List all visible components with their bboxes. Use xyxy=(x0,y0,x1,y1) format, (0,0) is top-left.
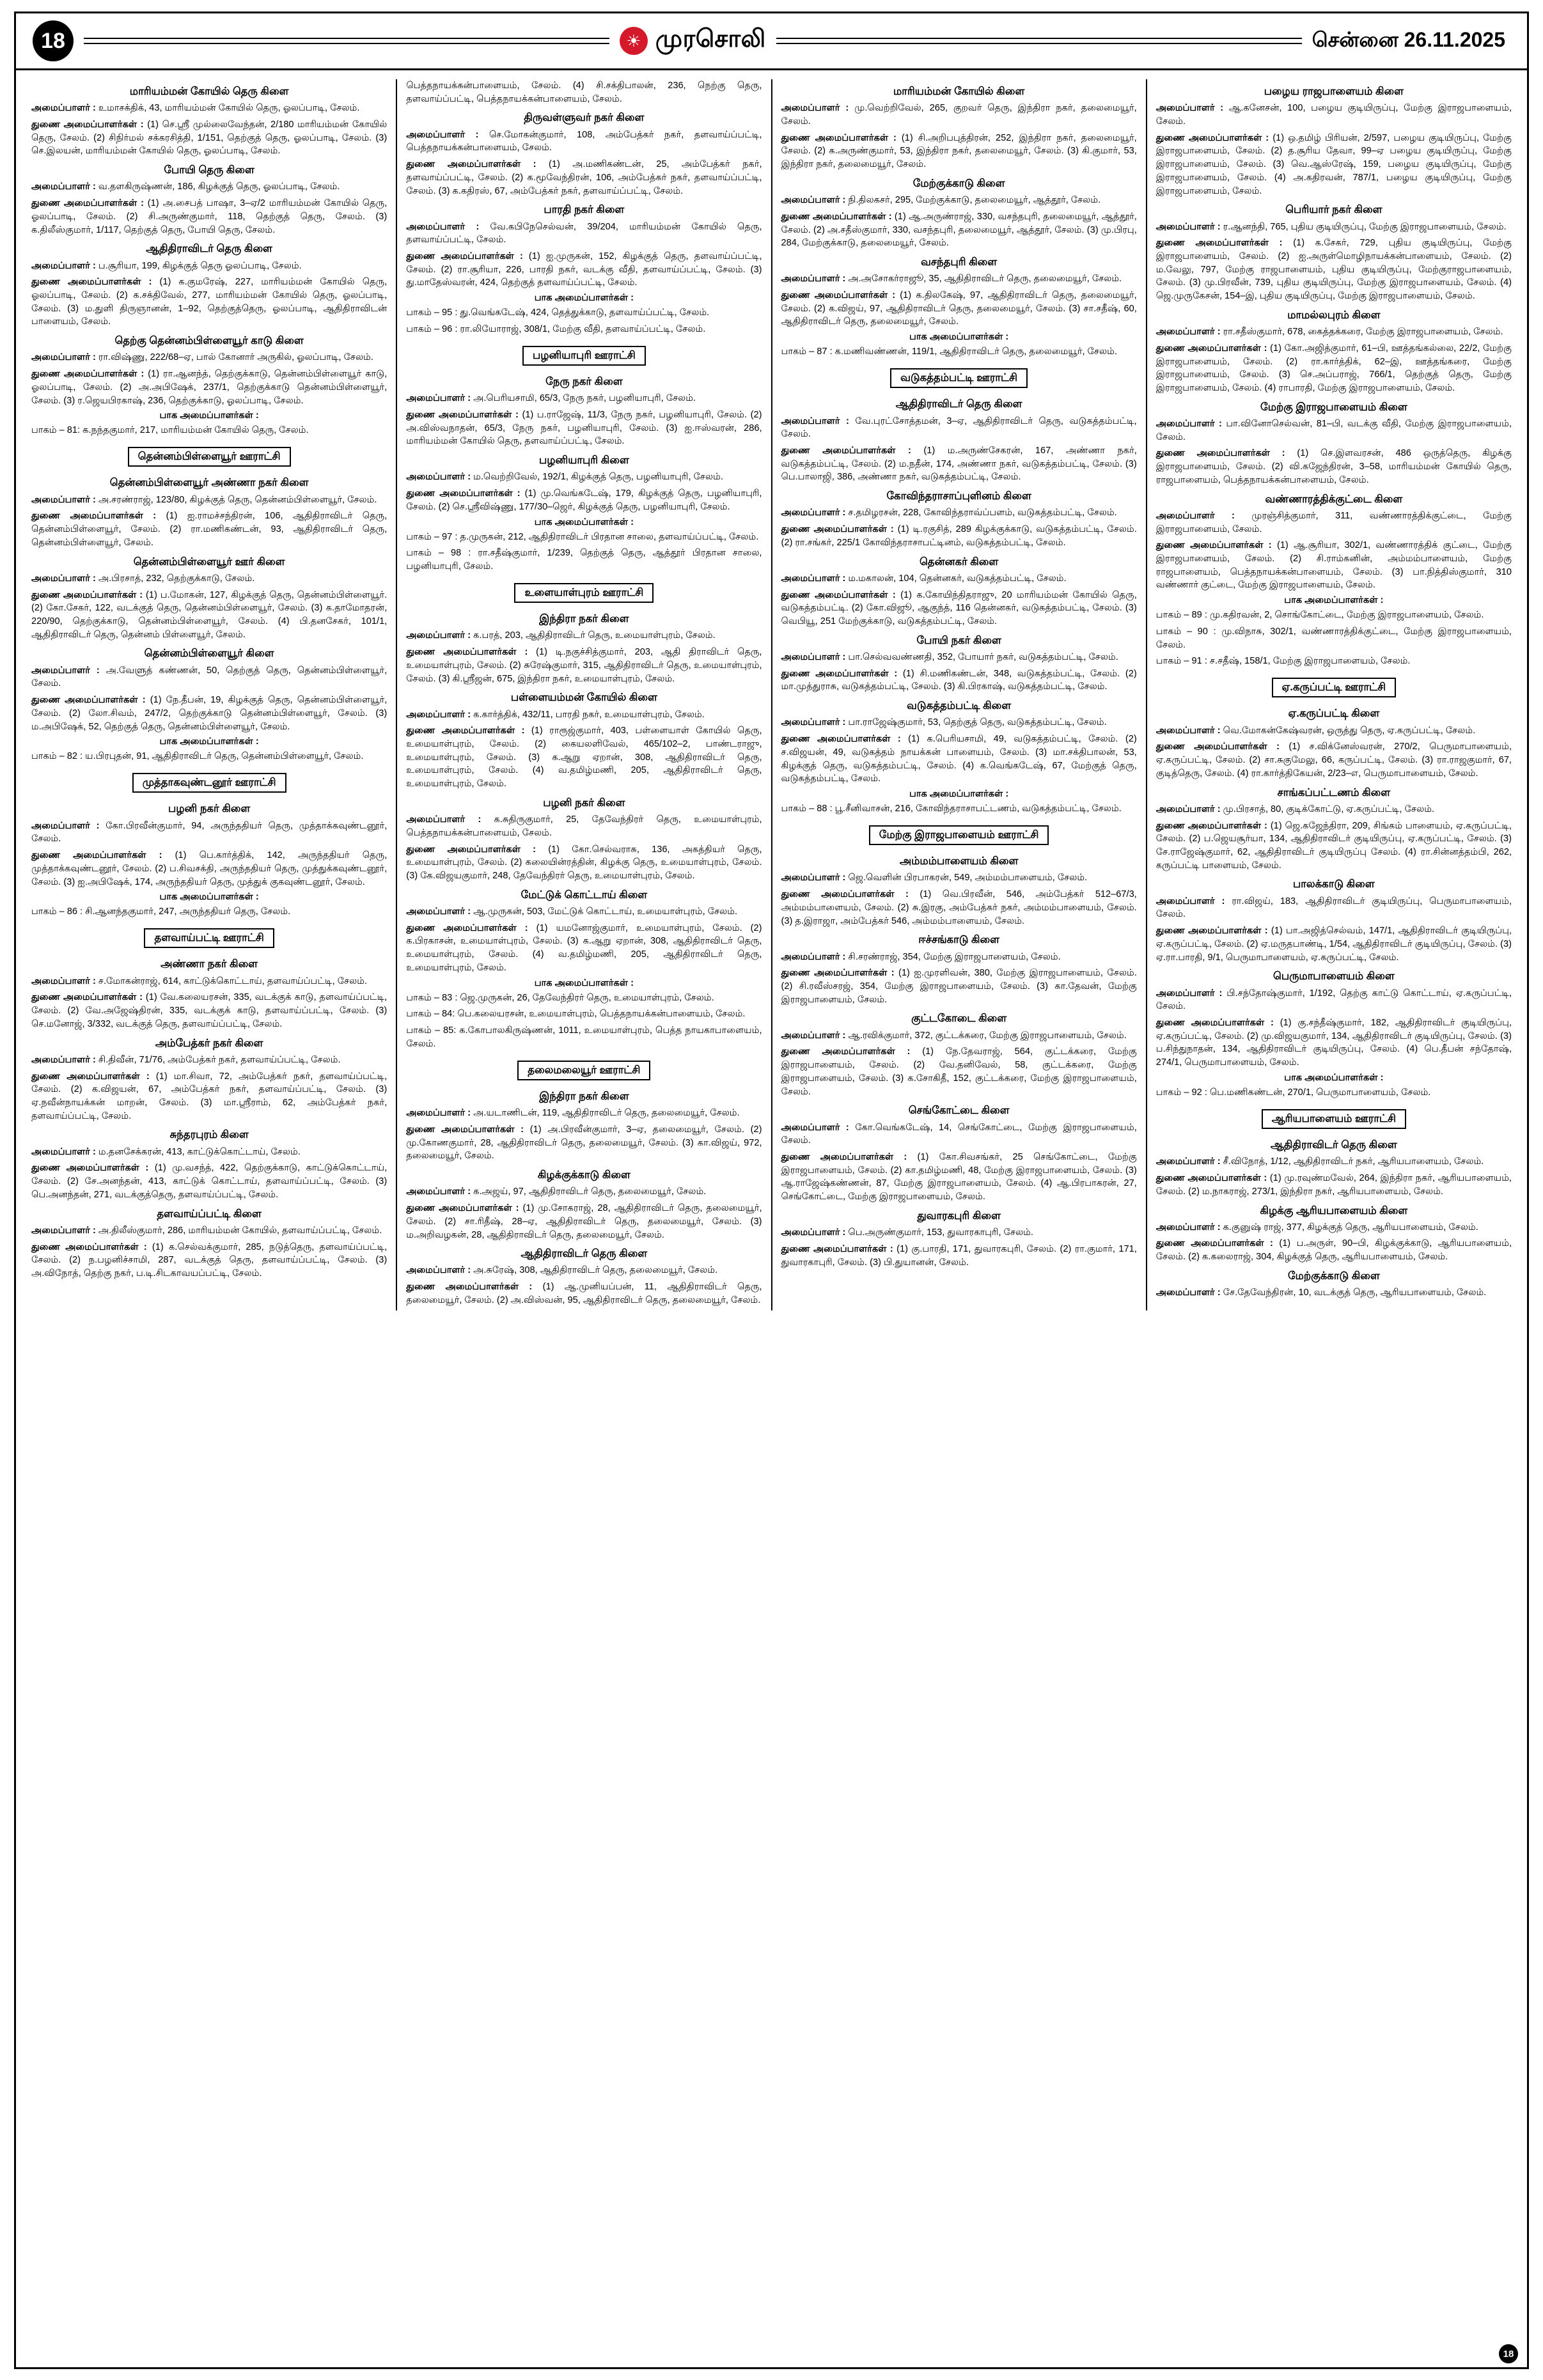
organiser-entry: அமைப்பாளர் : பா.ராஜேஷ்குமார், 53, தெற்குத் தெரு, வடுகத்தம்பட்டி, சேலம். xyxy=(781,717,1107,728)
organiser-entry: துணை அமைப்பாளர்கள் : (1) ஐ.முருகன், 152, கிழக்குத் தெரு, தளவாய்ப்பட்டி, சேலம். (2) ரா.சூரியா, 226, பாரதி நகர், வடக்கு வீதி, தளவாய்ப்பட்டி, சேலம். (3) து.மாதேஸ்வரன், 424, தெற்குத் தளவாய்ப்பட்டி, சேலம். xyxy=(406,251,762,288)
branch-heading: பழனி நகர் கிளை xyxy=(168,803,251,815)
masthead-logo xyxy=(620,26,766,56)
organiser-entry: பாகம் – 87 : க.மணிவண்ணன், 119/1, ஆதிதிராவிடர் தெரு, தலைமையூர், சேலம். xyxy=(781,346,1117,357)
panchayat-heading-wrap xyxy=(31,922,387,952)
organiser-entry: அமைப்பாளர் : அ.சரண்ராஜ், 123/80, கிழக்குத் தெரு, தென்னம்பிள்ளையூர், சேலம். xyxy=(31,494,377,505)
organiser-entry: பெத்தநாயக்கன்பாளையம், சேலம். (4) சி.சக்திபாலன், 236, நெற்கு தெரு, தளவாய்ப்பட்டி, பெத்தநாயக்கன்பாளையம், சேலம். xyxy=(406,81,762,104)
organiser-entry: துணை அமைப்பாளர்கள் : (1) ஐ.முரளிவன், 380, மேற்கு இராஜபாளையம், சேலம். (2) சி.ரவீஸ்சரஜ், 354, மேற்கு இராஜபாளையம், சேலம். (3) கா.தேவன், மேற்கு இராஜபாளையம், சேலம். xyxy=(781,968,1137,1005)
organiser-entry: துணை அமைப்பாளர்கள் : (1) ரா.ஆனந்த், தெற்குக்காடு, தென்னம்பிள்ளையூர் காடு, ஓலப்பாடி, சேலம். (2) அ.அபிஷேக், 237/1, தெற்குக்காடு தென்னம்பிள்ளையூர், சேலம். (3) ர.ஜெயபிரகாஷ், 236, தெற்குக்காடு, ஓலப்பாடி, சேலம். xyxy=(31,369,388,406)
branch-heading: பாலக்காடு கிளை xyxy=(1293,878,1375,891)
organiser-entry: அமைப்பாளர் : கோ.பிரவீன்குமார், 94, அருந்ததியர் தெரு, முத்தாக்கவுண்டனூர், சேலம். xyxy=(31,820,388,844)
organiser-entry: துணை அமைப்பாளர்கள் : (1) க.பெரியசாமி, 49, வடுகத்தம்பட்டி, சேலம். (2) ச.விஜயன், 49, வடுகத்தம் நாயக்கன் பாளையம், சேலம். (3) மா.சக்திபாலன், 53, கிழக்குத் தெரு, வடுகத்தம்பட்டி, சேலம். (4) க.வெங்கடேஷ், 67, மேற்குத் தெரு, வடுகத்தம்பட்டி, சேலம். xyxy=(781,734,1137,784)
organiser-entry: துணை அமைப்பாளர்கள் : (1) ஒ.தமிழ் பிரியன், 2/597, பழைய குடியிருப்பு, மேற்கு இராஜபாளையம், சேலம். (2) த.சூரிய தேவா, 99–ஏ பழைய குடியிருப்பு, மேற்கு இராஜபாளையம், சேலம். (3) வெ.ஆஸ்ரேஷ், 159, பழைய குடியிருப்பு, மேற்கு இராஜபாளையம், சேலம். (4) அ.கதிரவன், 787/1, பழைய குடியிருப்பு, மேற்கு இராஜபாளையம், சேலம். xyxy=(1155,132,1512,196)
organiser-entry: துணை அமைப்பாளர்கள் : (1) பா.அஜித்செல்வம், 147/1, ஆதிதிராவிடர் குடியிருப்பு, ஏ.கருப்பட்டி, சேலம். (2) ஏ.மருதபாண்டி, 1/54, ஆதிதிராவிடர் குடியிருப்பு, சேலம். (3) ஏ.ரா.பாரதி, 9/1, பெருமாபாளையம், ஏ.கருப்பட்டி, சேலம். xyxy=(1155,926,1512,963)
section-subheading: பாக அமைப்பாளர்கள் : xyxy=(909,332,1009,343)
panchayat-heading: வடுகத்தம்பட்டி ஊராட்சி xyxy=(890,368,1028,388)
organiser-entry: துணை அமைப்பாளர்கள் : (1) ஆ.சூரியா, 302/1, வண்ணாரத்திக் குட்டை, மேற்கு இராஜபாளையம், சேலம். (2) சி.ராம்கனின், அம்மம்பாளையம், மேற்கு ராஜபாளையம், பெத்தநாயக்கன்பாளையம், சேலம். (3) பா.நித்திஸ்குமார், 310 வண்ணார் குட்டை, மேற்கு இராஜபாளையம், சேலம். xyxy=(1155,540,1512,591)
branch-heading: கிழக்குக்காடு கிளை xyxy=(537,1169,631,1181)
organiser-entry: துணை அமைப்பாளர்கள் : (1) சி.அறிபபுத்திரன், 252, இந்திரா நகர், தலைமையூர், சேலம். (2) க.அருண்குமார், 53, இந்திரா நகர், தலைமையூர், சேலம். (3) கி.குமார், 53, இந்திரா நகர், தலைமையூர், சேலம். xyxy=(781,132,1137,170)
organiser-entry: அமைப்பாளர் : க.சுதிருகுமார், 25, தேவேந்திரர் தெரு, உமையாள்புரம், பெத்தநாயக்கன்பாளையம், சேலம். xyxy=(406,814,762,838)
branch-heading: பாரதி நகர் கிளை xyxy=(544,204,625,216)
organiser-entry: அமைப்பாளர் : சி.திவீன், 71/76, அம்பேத்கர் நகர், தளவாய்ப்பட்டி, சேலம். xyxy=(31,1054,341,1065)
branch-heading: துவாரகபுரி கிளை xyxy=(917,1209,1001,1222)
branch-heading: ஆதிதிராவிடர் தெரு கிளை xyxy=(146,243,272,255)
organiser-entry: துணை அமைப்பாளர்கள் : (1) யமனோஜ்குமார், உமையாள்புரம், சேலம். (2) க.பிரகாசன், உமையாள்புரம், சேலம். (3) க.ஆறு ஏறான், 308, ஆதிதிராவிடர் தெரு, உமையாள்புரம், சேலம். (4) வ.தமிழ்மணி, 205, ஆதிதிராவிடர் தெரு, உமையாள்புரம், சேலம். xyxy=(406,922,762,973)
organiser-entry: துணை அமைப்பாளர்கள் : (1) கோ.அஜித்குமார், 61–பி, ஊத்தங்கல்லை, 22/2, மேற்கு இராஜபாளையம், சேலம். (2) ரா.கார்த்திக், 62–இ, ஊத்தங்கரை, மேற்கு இராஜபாளையம், சேலம். (3) செ.அப்பராஜ், 766/1, தெற்குத் தெரு, மேற்கு இராஜபாளையம், சேலம். (4) ராபாரதி, மேற்கு இராஜபாளையம், சேலம். xyxy=(1155,343,1512,394)
masthead xyxy=(16,13,1527,70)
organiser-entry: துணை அமைப்பாளர்கள் : (1) ஆ.அருண்ராஜ், 330, வசந்தபுரி, தலைமையூர், ஆத்தூர், சேலம். (2) அ.சதீஸ்குமார், 330, வசந்தபுரி, தலைமையூர், ஆத்தூர், சேலம். (3) மு.பிரபு, 284, மேற்குக்காடு, தலைமையூர், சேலம். xyxy=(781,211,1137,249)
organiser-entry: துணை அமைப்பாளர்கள் : (1) நே.தீபன், 19, கிழக்குத் தெரு, தென்னம்பிள்ளையூர், சேலம். (2) லோ.சிவம், 247/2, தெற்குக்காடு தென்னம்பிள்ளையூர், சேலம். (3) ம.அபிஷேக், 52, தெற்குத் தெரு, தென்னம்பிள்ளையூர், சேலம். xyxy=(31,695,388,732)
organiser-entry: அமைப்பாளர் : வே.கபிநேசெல்வன், 39/204, மாரியம்மன் கோயில் தெரு, தளவாய்ப்பட்டி, சேலம். xyxy=(406,221,762,245)
panchayat-heading: தலைமலையூர் ஊராட்சி xyxy=(517,1061,650,1080)
sun-emblem-icon: ☀ xyxy=(620,27,648,55)
organiser-entry: அமைப்பாளர் : சே.தேவேந்திரன், 10, வடக்குத் தெரு, ஆரியபாளையம், சேலம். xyxy=(1155,1287,1487,1298)
branch-heading: தென்னம்பிள்ளையூர் ஊர் கிளை xyxy=(133,556,285,568)
organiser-entry: அமைப்பாளர் : அ.பெரியசாமி, 65/3, நேரு நகர், பழனியாபுரி, சேலம். xyxy=(406,393,696,404)
organiser-entry: துணை அமைப்பாளர்கள் : (1) கு.சந்தீஷ்குமார், 182, ஆதிதிராவிடர் குடியிருப்பு, ஏ.கருப்பட்டி, சேலம். (2) மு.விஜயகுமார், 134, ஆதிதிராவிடர் குடியிருப்பு, சேலம். (3) ப.சிந்துநாதன், 134, ஆதிதிராவிடர் குடியிருப்பு, சேலம். (4) பெ.தீபன் சந்தோஷ், 274/1, பெருமாபாளையம், சேலம். xyxy=(1155,1018,1512,1068)
page-number-badge: 18 xyxy=(33,20,74,61)
organiser-entry: துணை அமைப்பாளர்கள் : (1) மா.சிவா, 72, அம்பேத்கர் நகர், தளவாய்ப்பட்டி, சேலம். (2) க.விஜயன், 67, அம்பேத்கர் நகர், தளவாய்ப்பட்டி, சேலம். (3) ஏ.நவீன்நாயக்கன் மாறன், சேலம். (3) மா.ஸ்ரீராம், 62, அம்பேத்கர் நகர், தளவாய்ப்பட்டி, சேலம். xyxy=(31,1071,388,1121)
organiser-entry: அமைப்பாளர் : க.கார்த்திக், 432/11, பாரதி நகர், உமையாள்புரம், சேலம். xyxy=(406,709,705,720)
organiser-entry: அமைப்பாளர் : ஆ.கனேசன், 100, பழைய குடியிருப்பு, மேற்கு இராஜபாளையம், சேலம். xyxy=(1155,103,1512,127)
organiser-entry: அமைப்பாளர் : பா.வினோசெல்வன், 81–பி, வடக்கு வீதி, மேற்கு இராஜபாளையம், சேலம். xyxy=(1155,419,1512,442)
organiser-entry: துணை அமைப்பாளர்கள் : (1) க.திலகேஷ், 97, ஆதிதிராவிடர் தெரு, தலைமையூர், சேலம். (2) க.விஜய், 97, ஆதிதிராவிடர் தெரு, தலைமையூர், சேலம். (3) சா.சதீஷ், 60, ஆதிதிராவிடர் தெரு, தலைமையூர், சேலம். xyxy=(781,290,1137,327)
article-columns xyxy=(16,70,1527,1317)
organiser-entry: பாகம் – 91 : ச.சதீஷ், 158/1, மேற்கு இராஜபாளையம், சேலம். xyxy=(1155,656,1411,667)
branch-heading: ஆதிதிராவிடர் தெரு கிளை xyxy=(521,1248,648,1260)
branch-heading: தெற்கு தென்னம்பிள்ளையூர் காடு கிளை xyxy=(114,335,304,347)
panchayat-heading: முத்தாகவுண்டனூர் ஊராட்சி xyxy=(132,773,286,793)
branch-heading: அம்மம்பாளையம் கிளை xyxy=(899,855,1019,867)
organiser-entry: அமைப்பாளர் : அ.பிரசாத், 232, தெற்குக்காடு, சேலம். xyxy=(31,573,255,584)
branch-heading: வண்ணாரத்திக்குட்டை கிளை xyxy=(1265,493,1403,505)
branch-heading: கோவிந்தராசாப்புளினம் கிளை xyxy=(886,490,1031,502)
organiser-entry: அமைப்பாளர் : ஆ.ரவிக்குமார், 372, குட்டக்கரை, மேற்கு இராஜபாளையம், சேலம். xyxy=(781,1030,1127,1041)
section-subheading: பாக அமைப்பாளர்கள் : xyxy=(534,517,634,527)
organiser-entry: அமைப்பாளர் : சீ.விநோத், 1/12, ஆதிதிராவிடர் நகர், ஆரியபாளையம், சேலம். xyxy=(1155,1156,1484,1167)
organiser-entry: துணை அமைப்பாளர்கள் : (1) க.சேகர், 729, புதிய குடியிருப்பு, மேற்கு இராஜபாளையம், சேலம். (2) ஐ.அருள்மொழிநாயக்கன்பாளையம், சேலம். (2) ம.வேலு, 797, மேற்கு ராஜபாளையம், புதிய குடியிருப்பு, மேற்குராஜபாளையம், சேலம். (3) மு.பிரவீன், 739, புதிய குடியிருப்பு, மேற்கு இராஜபாளையம், சேலம். (4) ஜெ.முருகேசன், 154–இ, புதிய குடியிருப்பு, மேற்கு இராஜபாளையம், சேலம். xyxy=(1155,238,1512,302)
branch-heading: ஆதிதிராவிடர் தெரு கிளை xyxy=(1271,1139,1397,1151)
organiser-entry: அமைப்பாளர் : க.குனுஷ் ராஜ், 377, கிழக்குத் தெரு, ஆரியபாளையம், சேலம். xyxy=(1155,1222,1478,1233)
organiser-entry: அமைப்பாளர் : வெ.மோகன்கேஷ்வரன், ஒருத்து தெரு, ஏ.கருப்பட்டி, சேலம். xyxy=(1155,725,1476,736)
organiser-entry: அமைப்பாளர் : ம.வெற்றிவேல், 192/1, கிழக்குத் தெரு, பழனியாபுரி, சேலம். xyxy=(406,472,723,483)
organiser-entry: துணை அமைப்பாளர்கள் : (1) நே.தேவராஜ், 564, குட்டக்கரை, மேற்கு இராஜபாளையம், சேலம். (2) வே.தனிவேல், 58, குட்டக்கரை, மேற்கு இராஜபாளையம், சேலம். (3) க.சோகிதீ, 152, குட்டக்கரை, மேற்கு இராஜபாளையம், சேலம். xyxy=(781,1046,1137,1097)
panchayat-heading-wrap xyxy=(406,1054,762,1084)
branch-heading: மாரியம்மன் கோயில் கிளை xyxy=(893,86,1025,97)
branch-heading: அம்பேத்கர் நகர் கிளை xyxy=(155,1037,263,1049)
section-subheading: பாக அமைப்பாளர்கள் : xyxy=(159,410,259,421)
organiser-entry: அமைப்பாளர் : ம.தனசேக்கரன், 413, காட்டுக்கொட்டாய், சேலம். xyxy=(31,1146,301,1157)
organiser-entry: துணை அமைப்பாளர்கள் : (1) கோ.சிவசங்கர், 25 செங்கோட்டை, மேற்கு இராஜபாளையம், சேலம். (2) கா.தமிழ்மணி, 48, மேற்கு இராஜபாளையம், சேலம். (3) ஆ.ராஜேஷ்கண்ணன், 87, மேற்கு இராஜபாளையம், சேலம். (4) ஆ.பிரபாகரன், 27, செங்கோட்டை, மேற்கு இராஜபாளையம், சேலம். xyxy=(781,1152,1137,1202)
branch-heading: மேற்குக்காடு கிளை xyxy=(912,177,1005,189)
branch-heading: ஈச்சங்காடு கிளை xyxy=(918,934,1000,946)
organiser-entry: துணை அமைப்பாளர்கள் : (1) ம.அருண்சேகரன், 167, அண்ணா நகர், வடுகத்தம்பட்டி, சேலம். (2) ம.நதீன், 174, அண்ணா நகர், வடுகத்தம்பட்டி, சேலம். (3) பெ.பாலாஜி, 386, அண்ணா நகர், வடுகத்தம்பட்டி, சேலம். xyxy=(781,446,1137,483)
organiser-entry: அமைப்பாளர் : ச.மோகன்ராஜ், 614, காட்டுக்கொட்டாய், தளவாய்ப்பட்டி, சேலம். xyxy=(31,976,368,986)
organiser-entry: துணை அமைப்பாளர்கள் : (1) டி.ரகுசித், 289 கிழக்குக்காடு, வடுகத்தம்பட்டி, சேலம். (2) ரா.சங்கர், 225/1 கோவிந்தராசாபட்டினம், வடுகத்தம்பட்டி, சேலம். xyxy=(781,524,1137,548)
page-number-footer: 18 xyxy=(1499,2344,1518,2363)
panchayat-heading-wrap xyxy=(781,362,1137,392)
organiser-entry: துணை அமைப்பாளர்கள் : (1) சி.மணிகண்டன், 348, வடுகத்தம்பட்டி, சேலம். (2) மா.முத்துராசு, வடுகத்தம்பட்டி, சேலம். (3) கி.பிரகாஷ், வடுகத்தம்பட்டி, சேலம். xyxy=(781,668,1137,692)
panchayat-heading: தென்னம்பிள்ளையூர் ஊராட்சி xyxy=(128,447,291,467)
organiser-entry: துணை அமைப்பாளர்கள் : (1) செ.ஸ்ரீ முல்லைவேந்தன், 2/180 மாரியம்மன் கோயில் தெரு, சேலம். (2) சிநிர்மல் சக்கரசித்தி, 1/151, தெற்குத் தெரு, ஓலப்பாடி, சேலம். (3) செ.இலயன், மாரியம்மன் கோயில் தெரு, ஓலப்பாடி, சேலம். xyxy=(31,119,388,157)
organiser-entry: அமைப்பாளர் : அ.வேளுத் கண்ணன், 50, தெற்குத் தெரு, தென்னம்பிள்ளையூர், சேலம். xyxy=(31,665,388,689)
organiser-entry: துணை அமைப்பாளர்கள் : (1) ஐ.ராமச்சந்திரன், 106, ஆதிதிராவிடர் தெரு, தென்னம்பிள்ளையூர், சேலம். (2) ரா.மணிகண்டன், 93, ஆதிதிராவிடர் தெரு, தென்னம்பிள்ளையூர், சேலம். xyxy=(31,511,388,548)
organiser-entry: அமைப்பாளர் : அ.யடாணிடன், 119, ஆதிதிராவிடர் தெரு, தலைமையூர், சேலம். xyxy=(406,1108,740,1119)
branch-heading: நேரு நகர் கிளை xyxy=(545,376,623,388)
organiser-entry: பாகம் – 89 : மு.கதிரவன், 2, சொங்கோட்டை, மேற்கு இராஜபாளையம், சேலம். xyxy=(1155,610,1484,621)
branch-heading: ஏ.கருப்பட்டி கிளை xyxy=(1288,708,1380,720)
organiser-entry: துணை அமைப்பாளர்கள் : (1) ப.அருள், 90–பி, கிழக்குக்காடு, ஆரியபாளையம், சேலம். (2) க.கலைராஜ், 304, கிழக்குத் தெரு, ஆரியபாளையம், சேலம். xyxy=(1155,1238,1512,1263)
organiser-entry: துணை அமைப்பாளர்கள் : (1) ச.விக்னேஸ்வரன், 270/2, பெருமாபாளையம், ஏ.கருப்பட்டி, சேலம். (2) சா.சுகுமேலு, 66, கருப்பட்டி, சேலம். (3) ரா.ராஜகுமார், 67, குடித்தெரு, சேலம். (4) ரா.கார்த்திகேயன், 2/23–எ, பெருமாபாளையம், சேலம். xyxy=(1155,742,1512,779)
branch-heading: வடுகத்தம்பட்டி கிளை xyxy=(907,700,1012,712)
branch-heading: செங்கோட்டை கிளை xyxy=(908,1105,1010,1117)
organiser-entry: அமைப்பாளர் : ரா.சதீஸ்குமார், 678, கைத்தக்கரை, மேற்கு இராஜபாளையம், சேலம். xyxy=(1155,327,1503,338)
branch-heading: மேட்டுக் கொட்டாய் கிளை xyxy=(521,889,648,901)
branch-heading: சாங்கப்பட்டணம் கிளை xyxy=(1277,786,1391,798)
organiser-entry: அமைப்பாளர் : ச.தமிழரசன், 228, கோவிந்தராவ்ப்பளம், வடுகத்தம்பட்டி, சேலம். xyxy=(781,508,1117,518)
branch-heading: கிழக்கு ஆரியபாளையம் கிளை xyxy=(1260,1204,1408,1217)
organiser-entry: துணை அமைப்பாளர்கள் : (1) கு.பாரதி, 171, துவாரகபுரி, சேலம். (2) ரா.குமார், 171, துவாரகாபுரி, சேலம். (3) பி.துயானன், சேலம். xyxy=(781,1243,1137,1268)
section-subheading: பாக அமைப்பாளர்கள் : xyxy=(534,977,634,988)
branch-heading: பள்ளையம்மன் கோயில் கிளை xyxy=(510,692,657,704)
panchayat-heading: மேற்கு இராஜபாளையம் ஊராட்சி xyxy=(869,825,1049,845)
organiser-entry: துணை அமைப்பாளர்கள் : (1) ஜெ.கஜேந்திரா, 209, சிங்கம் பாளையம், ஏ.கருப்பட்டி, சேலம். (2) ப.ஜெயசூர்யா, 134, ஆதிதிராவிடர் குடியிருப்பு, ஏ.கருப்பட்டி, சேலம். (3) சே.ராஜேஷ்குமார், 62, ஆதிதிராவிடர் குடியிருப்பு சேலம். (4) ரா.சின்னத்தம்பி, 262, கருப்பட்டி பாளையம், சேலம். xyxy=(1155,820,1512,871)
organiser-entry: பாகம் – 85: க.கோபாலகிருஷ்ணன், 1011, உமையாள்புரம், பெத்த நாயகாபாளையம், சேலம். xyxy=(406,1025,762,1049)
organiser-entry: பாகம் – 88 : பூ.சீனிவாசன், 216, கோவிந்தராசாபட்டணம், வடுகத்தம்பட்டி, சேலம். xyxy=(781,804,1122,814)
organiser-entry: அமைப்பாளர் : ர.ஆனந்தி, 765, புதிய குடியிருப்பு, மேற்கு இராஜபாளையம், சேலம். xyxy=(1155,221,1507,232)
branch-heading: இந்திரா நகர் கிளை xyxy=(539,613,629,625)
organiser-entry: அமைப்பாளர் : வ.தளகிருஷ்ணன், 186, கிழக்குத் தெரு, ஓலப்பாடி, சேலம். xyxy=(31,182,340,192)
column-3 xyxy=(771,79,1146,1311)
organiser-entry: அமைப்பாளர் : மு.வெற்றிவேல், 265, குறவர் தெரு, இந்திரா நகர், தலைமையூர், சேலம். xyxy=(781,103,1137,127)
organiser-entry: துணை அமைப்பாளர்கள் : (1) ராரூஜ்குமார், 403, பள்ளையாள் கோயில் தெரு, உமையாள்புரம், சேலம். (2) கையலளிவேல், 465/102–2, பாண்டராஜு, உமையாள்புரம், சேலம். (3) க.ஆறு ஏறான், 308, ஆதிதிராவிடர் தெரு, உமையாள்புரம், சேலம். (4) வ.தமிழ்மணி, 205, ஆதிதிராவிடர் தெரு, உமையாள்புரம், சேலம். xyxy=(406,726,762,789)
panchayat-heading-wrap xyxy=(1156,671,1512,701)
organiser-entry: பாகம் – 82 : ய.பிரபுதன், 91, ஆதிதிராவிடர் தெரு, தென்னம்பிள்ளையூர், சேலம். xyxy=(31,751,364,762)
organiser-entry: அமைப்பாளர் : ரா.விஜய், 183, ஆதிதிராவிடர் குடியிருப்பு, பெருமாபாளையம், சேலம். xyxy=(1155,896,1512,920)
branch-heading: வசந்தபுரி கிளை xyxy=(921,256,998,268)
panchayat-heading: தளவாய்பட்டி ஊராட்சி xyxy=(144,928,274,948)
organiser-entry: துணை அமைப்பாளர்கள் : (1) அ.மணிகண்டன், 25, அம்பேத்கர் நகர், தளவாய்ப்பட்டி, சேலம். (2) க.மூவேந்திரன், 106, அம்பேத்கர் நகர், தளவாய்ப்பட்டி, சேலம். (3) க.கதிரஸ், 67, அம்பேத்கர் நகர், தளவாய்ப்பட்டி, சேலம். xyxy=(406,159,762,196)
branch-heading: மேற்குக்காடு கிளை xyxy=(1287,1270,1380,1282)
organiser-entry: பாகம் – 84: பெ.கலையரசன், உமையாள்புரம், பெத்தநாயக்கன்பாளையம், சேலம். xyxy=(406,1009,746,1020)
organiser-entry: அமைப்பாளர் : உமாசக்திக், 43, மாரியம்மன் கோயில் தெரு, ஓலப்பாடி, சேலம். xyxy=(31,103,360,114)
organiser-entry: துணை அமைப்பாளர்கள் : (1) மு.ரவுண்மவேல், 264, இந்திரா நகர், ஆரியபாளையம், சேலம். (2) ம.நாகராஜ், 273/1, இந்திரா நகர், ஆரியபாளையம், சேலம். xyxy=(1155,1173,1512,1197)
branch-heading: திருவள்ளுவர் நகர் கிளை xyxy=(524,112,645,124)
branch-heading: மேற்கு இராஜபாளையம் கிளை xyxy=(1260,401,1407,413)
section-subheading: பாக அமைப்பாளர்கள் : xyxy=(159,892,259,903)
organiser-entry: அமைப்பாளர் : பி.சந்தோஷ்குமார், 1/192, தெற்கு காட்டு கொட்டாய், ஏ.கருப்பட்டி, சேலம். xyxy=(1155,988,1512,1012)
panchayat-heading-wrap xyxy=(31,440,387,471)
organiser-entry: அமைப்பாளர் : ஜெ.வெளின் பிரபாகரன், 549, அம்மம்பாளையம், சேலம். xyxy=(781,873,1088,883)
branch-heading: குட்டகோடை கிளை xyxy=(911,1013,1007,1025)
organiser-entry: அமைப்பாளர் : செ.மோகன்குமார், 108, அம்பேத்கர் நகர், தளவாய்ப்பட்டி, பெத்தநாயக்கன்பாளையம், சேலம். xyxy=(406,129,762,153)
organiser-entry: துணை அமைப்பாளர்கள் : (1) ஆ.முனியப்பன், 11, ஆதிதிராவிடர் தெரு, தலைமையூர், சேலம். (2) அ.விஸ்வன், 95, ஆதிதிராவிடர் தெரு, தலைமையூர், சேலம். xyxy=(406,1282,762,1305)
organiser-entry: அமைப்பாளர் : மு.பிரசாத், 80, குடிக்கோட்டு, ஏ.கருப்பட்டி, சேலம். xyxy=(1155,804,1434,814)
column-1 xyxy=(22,79,396,1311)
organiser-entry: அமைப்பாளர் : க.அஜய், 97, ஆதிதிராவிடர் தெரு, தலைமையூர், சேலம். xyxy=(406,1186,707,1197)
organiser-entry: துணை அமைப்பாளர்கள் : (1) டி.நகுச்சித்குமார், 203, ஆதி திராவிடர் தெரு, உமையாள்புரம், சேலம். (2) சுரேஷ்குமார், 315, ஆதிதிராவிடர் தெரு, உமையாள்புரம், சேலம். (3) கி.ஸ்ரீஜன், 675, இந்திரா நகர், உமையாள்புரம், சேலம். xyxy=(406,647,762,684)
organiser-entry: அமைப்பாளர் : நி.திலகசர், 295, மேற்குக்காடு, தலைமையூர், ஆத்தூர், சேலம். xyxy=(781,195,1101,206)
organiser-entry: துணை அமைப்பாளர்கள் : (1) மு.வசந்த், 422, தெற்குக்காடு, காட்டுக்கொட்டாய், சேலம். (2) சே.அனந்தன், 413, காட்டுக் கொட்டாய், தளவாய்ப்பட்டி, சேலம். (3) பெ.அனந்தன், 271, வடக்குத்தெரு, தளவாய்ப்பட்டி, சேலம். xyxy=(31,1163,388,1200)
organiser-entry: அமைப்பாளர் : க.பரத், 203, ஆதிதிராவிடர் தெரு, உமையாள்புரம், சேலம். xyxy=(406,630,716,641)
organiser-entry: துணை அமைப்பாளர்கள் : (1) பெ.கார்த்திக், 142, அருந்ததியர் தெரு, முத்தாக்கவுண்டனூர், சேலம். (2) ப.சிவசக்தி, அருந்ததியர் தெரு, முத்துக்கவுண்டனூர், சேலம். (3) ஐ.அபிஷேக், 174, அருந்ததியர் தெரு, முத்துக் குகவுண்டனூர், சேலம். xyxy=(31,850,388,887)
panchayat-heading: ஏ.கருப்பட்டி ஊராட்சி xyxy=(1272,678,1397,697)
branch-heading: தளவாய்ப்பட்டி கிளை xyxy=(157,1208,262,1220)
organiser-entry: பாகம் – 92 : பெ.மணிகண்டன், 270/1, பெருமாபாளையம், சேலம். xyxy=(1155,1087,1431,1098)
organiser-entry: அமைப்பாளர் : அ.திலீஸ்குமார், 286, மாரியம்மன் கோயில், தளவாய்ப்பட்டி, சேலம். xyxy=(31,1225,382,1236)
panchayat-heading-wrap xyxy=(31,766,387,797)
organiser-entry: துணை அமைப்பாளர்கள் : (1) க.செல்வக்குமார், 285, நடுத்தெரு, தளவாய்ப்பட்டி, சேலம். (2) ந.பழனிச்சாமி, 287, வடக்குத் தெரு, தளவாய்ப்பட்டி, சேலம். (3) அ.விநோத், தெற்கு நகர், ப.டி.சிடகாவயப்பட்டி, சேலம். xyxy=(31,1241,388,1279)
organiser-entry: அமைப்பாளர் : அ.சுரேஷ், 308, ஆதிதிராவிடர் தெரு, தலைமையூர், சேலம். xyxy=(406,1265,718,1276)
organiser-entry: பாகம் – 81: க.நந்தகுமார், 217, மாரியம்மன் கோயில் தெரு, சேலம். xyxy=(31,425,309,436)
organiser-entry: அமைப்பாளர் : முரஞ்சித்குமார், 311, வண்ணாரத்திக்குட்டை, மேற்கு இராஜபாளையம், சேலம். xyxy=(1155,510,1512,534)
organiser-entry: துணை அமைப்பாளர்கள் : (1) வே.கலையரசன், 335, வடக்குக் காடு, தளவாய்ப்பட்டி, சேலம். (2) வே.அஜேஷ்திரன், 335, வடக்குக் காடு, தளவாய்ப்பட்டி, சேலம். (3) செ.மனோஜ், 3/332, வடக்குத் தெரு, தளவாய்ப்பட்டி, சேலம். xyxy=(31,992,388,1029)
organiser-entry: அமைப்பாளர் : ஆ.முருகன், 503, மேட்டுக் கொட்டாய், உமையாள்புரம், சேலம். xyxy=(406,906,738,917)
masthead-rule-right xyxy=(776,38,1302,44)
panchayat-heading-wrap xyxy=(406,339,762,369)
organiser-entry: பாகம் – 98 : ரா.சதீஷ்குமார், 1/239, தெற்குத் தெரு, ஆத்தூர் பிரதான சாலை, பழனியாபுரி, சேலம். xyxy=(406,548,762,572)
panchayat-heading-wrap xyxy=(1156,1103,1512,1133)
organiser-entry: அமைப்பாளர் : ம.மகாலன், 104, தென்னகர், வடுகத்தம்பட்டி, சேலம். xyxy=(781,573,1067,584)
branch-heading: பழனியாபுரி கிளை xyxy=(538,455,629,467)
branch-heading: அண்ணா நகர் கிளை xyxy=(161,958,258,970)
masthead-rule-left xyxy=(84,38,609,44)
organiser-entry: பாகம் – 96 : ரா.லியோராஜ், 308/1, மேற்கு வீதி, தளவாய்ப்பட்டி, சேலம். xyxy=(406,323,706,334)
branch-heading: பெருமாபாளையம் கிளை xyxy=(1273,970,1395,983)
column-2 xyxy=(396,79,771,1311)
section-subheading: பாக அமைப்பாளர்கள் : xyxy=(1284,595,1384,606)
organiser-entry: அமைப்பாளர் : வே.புரட்சோத்தமன், 3–ஏ, ஆதிதிராவிடர் தெரு, வடுகத்தம்பட்டி, சேலம். xyxy=(781,416,1137,440)
panchayat-heading-wrap xyxy=(406,577,762,607)
organiser-entry: பாகம் – 97 : த.முருகன், 212, ஆதிதிராவிடர் பிரதான சாலை, தளவாய்ப்பட்டி, சேலம். xyxy=(406,531,759,542)
organiser-entry: துணை அமைப்பாளர்கள் : (1) அ.சைபத் பாஷா, 3–ஏ/2 மாரியம்மன் கோயில் தெரு, ஓலப்பாடி, சேலம். (2) சி.அருண்குமார், 118, தெற்குத் தெரு, சேலம். (3) க.திலீஸ்குமார், 1/117, தெற்குத் தெரு, போயி தெரு, சேலம். xyxy=(31,198,388,235)
organiser-entry: துணை அமைப்பாளர்கள் : (1) க.குமரேஷ், 227, மாரியம்மன் கோயில் தெரு, ஓலப்பாடி, சேலம். (2) க.சக்திவேல், 277, மாரியம்மன் கோயில் தெரு, ஓலப்பாடி, சேலம். (3) ம.துளி திருஞானன், 1–92, தெற்குத்தெரு, ஓலப்பாடி, ஆதிதிராவிடன் பாளையம், சேலம். xyxy=(31,277,388,327)
panchayat-heading: உளையாள்புரம் ஊராட்சி xyxy=(514,583,654,603)
branch-heading: போயி நகர் கிளை xyxy=(916,634,1001,646)
organiser-entry: பாகம் – 90 : மு.விநாசு, 302/1, வண்ணாரத்திக்குட்டை, மேற்கு இராஜபாளையம், சேலம். xyxy=(1155,626,1512,650)
organiser-entry: துணை அமைப்பாளர்கள் : (1) அ.பிரவீன்குமார், 3–ஏ, தலைமையூர், சேலம். (2) மு.கோணகுமார், 28, ஆதிதிராவிடர் தெரு, தலைமையூர், சேலம். (3) கா.விஜய், 972, தலைமையூர், சேலம். xyxy=(406,1124,762,1162)
publication-title: முரசொலி xyxy=(655,26,766,52)
organiser-entry: அமைப்பாளர் : கோ.வெங்கடேஷ், 14, செங்கோட்டை, மேற்கு இராஜபாளையம், சேலம். xyxy=(781,1122,1137,1146)
organiser-entry: அமைப்பாளர் : பெ.அருண்குமார், 153, துவாரகாபுரி, சேலம். xyxy=(781,1227,1033,1238)
branch-heading: சுந்தரபுரம் கிளை xyxy=(169,1129,249,1141)
branch-heading: மாமல்லபுரம் கிளை xyxy=(1287,309,1381,321)
organiser-entry: துணை அமைப்பாளர்கள் : (1) செ.இளவரசன், 486 ஒருத்தெரு, கிழக்கு இராஜபாளையம், சேலம். (2) வி.கஜேந்திரன், 3–58, மாரியம்மன் கோயில் தெரு, ராஜபாளையம், பெத்தநாயக்கன்பாளையம், சேலம். xyxy=(1155,448,1512,485)
section-subheading: பாக அமைப்பாளர்கள் : xyxy=(1284,1072,1384,1083)
panchayat-heading-wrap xyxy=(781,819,1137,849)
organiser-entry: பாகம் – 83 : ஜெ.முருகன், 26, தேவேந்திரர் தெரு, உமையாள்புரம், சேலம். xyxy=(406,992,714,1003)
organiser-entry: துணை அமைப்பாளர்கள் : (1) கோ.செல்வராசு, 136, அகத்தியர் தெரு, உமையாள்புரம், சேலம். (2) கலையின்ரத்தின், கிழக்கு தெரு, உமையாள்புரம், சேலம். (3) கே.விஜயகுமார், 248, தேவேந்திரர் தெரு, உமையாள்புரம், சேலம். xyxy=(406,844,762,882)
branch-heading: பழைய ராஜபாளையம் கிளை xyxy=(1264,86,1404,97)
organiser-entry: துணை அமைப்பாளர்கள் : (1) க.கோயிந்திதராஜு, 20 மாரியம்மன் கோயில் தெரு, வடுகத்தம்பட்டி. (2) கோ.விஜூ, ஆகுந்த், 116 தென்னகர், வடுகத்தம்பட்டி, சேலம். (3) வெபியூ, 251 மேற்குக்காடு, வடுகத்தம்பட்டி, சேலம். xyxy=(781,589,1137,626)
branch-heading: போயி தெரு கிளை xyxy=(164,164,255,176)
panchayat-heading: ஆரியபாளையம் ஊராட்சி xyxy=(1262,1109,1406,1129)
edition-date: சென்னை 26.11.2025 xyxy=(1312,27,1505,51)
section-subheading: பாக அமைப்பாளர்கள் : xyxy=(909,789,1009,799)
organiser-entry: துணை அமைப்பாளர்கள் : (1) வெ.பிரவீன், 546, அம்பேத்கர் 512–67/3, அம்மம்பாளையம், சேலம். (2) சு.இரகு, அம்பேத்கர் நகர், அம்மம்பாளையம், சேலம். (3) த.இராஜா, அம்பேத்கர் 546, அம்மம்பாளையம், சேலம். xyxy=(781,889,1137,926)
branch-heading: தென்னம்பிள்ளையூர் அண்ணா நகர் கிளை xyxy=(109,477,309,489)
branch-heading: இந்திரா நகர் கிளை xyxy=(539,1090,629,1102)
organiser-entry: அமைப்பாளர் : அ.அசோகர்ராஜூ, 35, ஆதிதிராவிடர் தெரு, தலைமையூர், சேலம். xyxy=(781,274,1122,284)
organiser-entry: அமைப்பாளர் : ப.சூரியா, 199, கிழக்குத் தெரு ஓலப்பாடி, சேலம். xyxy=(31,260,302,271)
organiser-entry: துணை அமைப்பாளர்கள் : (1) ப.மோகன், 127, கிழக்குத் தெரு, தென்னம்பிள்ளையூர். (2) கோ.சேகர், 122, வடக்குத் தெரு, தென்னம்பிள்ளையூர், சேலம். (3) க.தாமோதரன், 220/90, தெற்குக்காடு, தென்னம்பிள்ளையூர், சேலம். (4) பி.தனசேகர், 101/1, ஆதிதிராவிடர் தெரு, தென்னம் பிள்ளையூர், சேலம். xyxy=(31,589,388,640)
organiser-entry: பாகம் – 86 : சி.ஆனந்தகுமார், 247, அருந்ததியர் தெரு, சேலம். xyxy=(31,906,291,917)
column-4 xyxy=(1146,79,1521,1311)
branch-heading: தென்னகர் கிளை xyxy=(919,556,999,568)
organiser-entry: துணை அமைப்பாளர்கள் : (1) ப.ராஜேஷ், 11/3, நேரு நகர், பழனியாபுரி, சேலம். (2) அ.விஸ்வநாதன், 65/3, நேரு நகர், பழனியாபுரி, சேலம். (3) ஐ.ஈஸ்வரன், 286, மாரியம்மன் கோயில் தெரு, தளவாய்ப்பட்டி, சேலம். xyxy=(406,410,762,447)
panchayat-heading: பழனியாபுரி ஊராட்சி xyxy=(522,346,646,366)
organiser-entry: அமைப்பாளர் : பா.செல்வவண்ணதி, 352, போயார் நகர், வடுகத்தம்பட்டி, சேலம். xyxy=(781,651,1118,662)
page-frame xyxy=(14,12,1529,2369)
organiser-entry: அமைப்பாளர் : ரா.விஷ்ணு, 222/68–ஏ, பால் கோனார் அருகில், ஓலப்பாடி, சேலம். xyxy=(31,352,373,363)
organiser-entry: துணை அமைப்பாளர்கள் : (1) மு.சோகராஜ், 28, ஆதிதிராவிடர் தெரு, தலைமையூர், சேலம். (2) சா.ரிதீஷ், 28–ஏ, ஆதிதிராவிடர் தெரு, தலைமையூர், சேலம். (3) ம.அறிவழகன், 28, ஆதிதிராவிடர் தெரு, தலைமையூர், சேலம். xyxy=(406,1203,762,1240)
section-subheading: பாக அமைப்பாளர்கள் : xyxy=(534,293,634,304)
organiser-entry: அமைப்பாளர் : சி.சரண்ராஜ், 354, மேற்கு இராஜபாளையம், சேலம். xyxy=(781,951,1061,962)
organiser-entry: துணை அமைப்பாளர்கள் : (1) மு.வெங்கடேஷ், 179, கிழக்குத் தெரு, பழனியாபுரி, சேலம். (2) செ.ஸ்ரீவிஷ்ணு, 177/30–ஜெர், கிழக்குத் தெரு, பழனியாபுரி, சேலம். xyxy=(406,488,762,512)
branch-heading: பெரியார் நகர் கிளை xyxy=(1285,204,1382,216)
organiser-entry: பாகம் – 95 : து.வெங்கடேஷ், 424, தெத்துக்காடு, தளவாய்ப்பட்டி, சேலம். xyxy=(406,307,710,318)
branch-heading: தென்னம்பிள்ளையூர் கிளை xyxy=(144,648,274,660)
section-subheading: பாக அமைப்பாளர்கள் : xyxy=(159,736,259,747)
branch-heading: ஆதிதிராவிடர் தெரு கிளை xyxy=(895,398,1022,410)
branch-heading: பழனி நகர் கிளை xyxy=(543,797,625,809)
branch-heading: மாரியம்மன் கோயில் தெரு கிளை xyxy=(129,86,289,97)
